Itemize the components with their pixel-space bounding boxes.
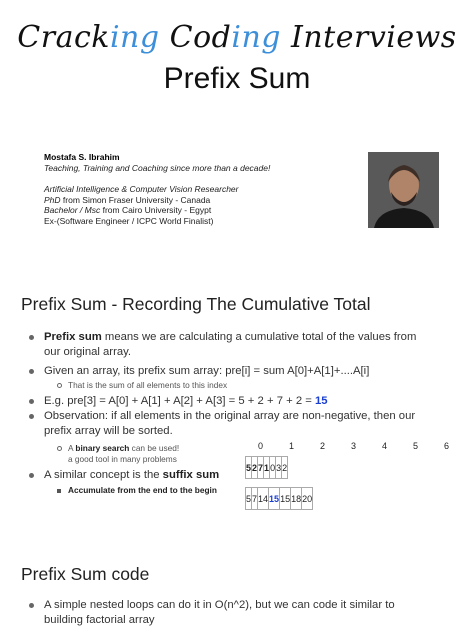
bullet-text: A similar concept is the xyxy=(44,469,163,481)
prefix-cell: 18 xyxy=(291,488,302,510)
brand-title xyxy=(0,20,474,55)
array-table xyxy=(245,456,288,479)
prefix-cell: 7 xyxy=(252,488,258,510)
sub-item: That is the sum of all elements to this index xyxy=(68,380,228,390)
brand-part: Crack xyxy=(17,20,110,55)
array-cell: 7 xyxy=(258,457,264,479)
prefix-cell: 20 xyxy=(302,488,313,510)
title-slide xyxy=(0,0,474,268)
author-role: Artificial Intelligence & Computer Vision Researcher xyxy=(44,184,239,194)
bullet-line xyxy=(44,330,416,345)
sub-text: A xyxy=(68,443,76,453)
array-cell: 0 xyxy=(270,457,276,479)
bullet-line: A simple nested loops can do it in O(n^2), but we can code it similar to xyxy=(44,599,395,611)
author-ex: Ex-(Software Engineer / ICPC World Finalist) xyxy=(44,215,214,226)
author-phd xyxy=(44,195,354,206)
phd-rest: from Simon Fraser University - Canada xyxy=(60,194,211,205)
index-label: 1 xyxy=(288,441,294,451)
prefix-table xyxy=(245,487,313,510)
author-bachelor xyxy=(44,205,354,216)
sub-text: can be used! xyxy=(129,443,180,453)
sub-item xyxy=(68,443,179,465)
brand-part: Cod xyxy=(159,20,232,55)
list-item xyxy=(44,394,328,409)
bullet-text: means we are calculating a cumulative total of the values from xyxy=(101,331,417,343)
bullet-line: prefix array will be sorted. xyxy=(44,425,173,437)
sub-line: a good tool in many problems xyxy=(68,454,177,464)
bachelor-rest: from Cairo University - Egypt xyxy=(100,205,212,215)
author-name: Mostafa S. Ibrahim xyxy=(44,152,120,162)
array-cell: 2 xyxy=(282,457,288,479)
author-tagline: Teaching, Training and Coaching since more than a decade! xyxy=(44,162,271,173)
page-title: Prefix Sum xyxy=(163,62,311,95)
prefix-cell: 15 xyxy=(280,488,291,510)
array-cell: 5 xyxy=(246,457,252,479)
term-bold: binary search xyxy=(75,443,130,453)
index-label: 6 xyxy=(443,441,449,451)
array-cell: 2 xyxy=(252,457,258,479)
bullet-line: building factorial array xyxy=(44,614,155,626)
index-label: 2 xyxy=(319,441,325,451)
author-photo xyxy=(368,152,439,228)
brand-accent: ing xyxy=(231,20,281,55)
list-item xyxy=(44,330,416,360)
list-item xyxy=(44,468,219,483)
section-heading: Prefix Sum code xyxy=(21,564,150,584)
term-bold: suffix sum xyxy=(162,469,220,481)
prefix-cell: 14 xyxy=(258,488,269,510)
sub-line xyxy=(68,443,179,454)
array-cell: 1 xyxy=(264,457,270,479)
index-label: 5 xyxy=(412,441,418,451)
highlight-value: 15 xyxy=(315,395,328,407)
list-item xyxy=(44,409,415,439)
list-item xyxy=(44,598,395,628)
prefix-cell: 5 xyxy=(246,488,252,510)
index-label: 0 xyxy=(257,441,263,451)
section-heading: Prefix Sum - Recording The Cumulative Total xyxy=(21,294,371,314)
bullet-text: E.g. pre[3] = A[0] + A[1] + A[2] + A[3] = 5 + 2 + 7 + 2 = xyxy=(44,395,316,407)
code-slide xyxy=(0,556,474,632)
brand-accent: ing xyxy=(109,20,160,55)
array-cell: 3 xyxy=(276,457,282,479)
index-label: 3 xyxy=(350,441,356,451)
sub-item: Accumulate from the end to the begin xyxy=(68,485,217,495)
index-label: 4 xyxy=(381,441,387,451)
brand-part: Interviews xyxy=(280,20,457,55)
term-bold: Prefix sum xyxy=(44,331,102,343)
phd-degree: PhD xyxy=(44,194,61,205)
bachelor-degree: Bachelor / Msc xyxy=(44,205,101,215)
list-item: Given an array, its prefix sum array: pre[i] = sum A[0]+A[1]+....A[i] xyxy=(44,365,370,377)
author-block xyxy=(44,152,354,226)
bullet-line: Observation: if all elements in the original array are non-negative, then our xyxy=(44,410,416,422)
bullet-line: our original array. xyxy=(44,346,132,358)
prefix-cell: 15 xyxy=(269,488,280,510)
person-icon xyxy=(368,152,439,228)
concept-slide xyxy=(0,283,474,543)
